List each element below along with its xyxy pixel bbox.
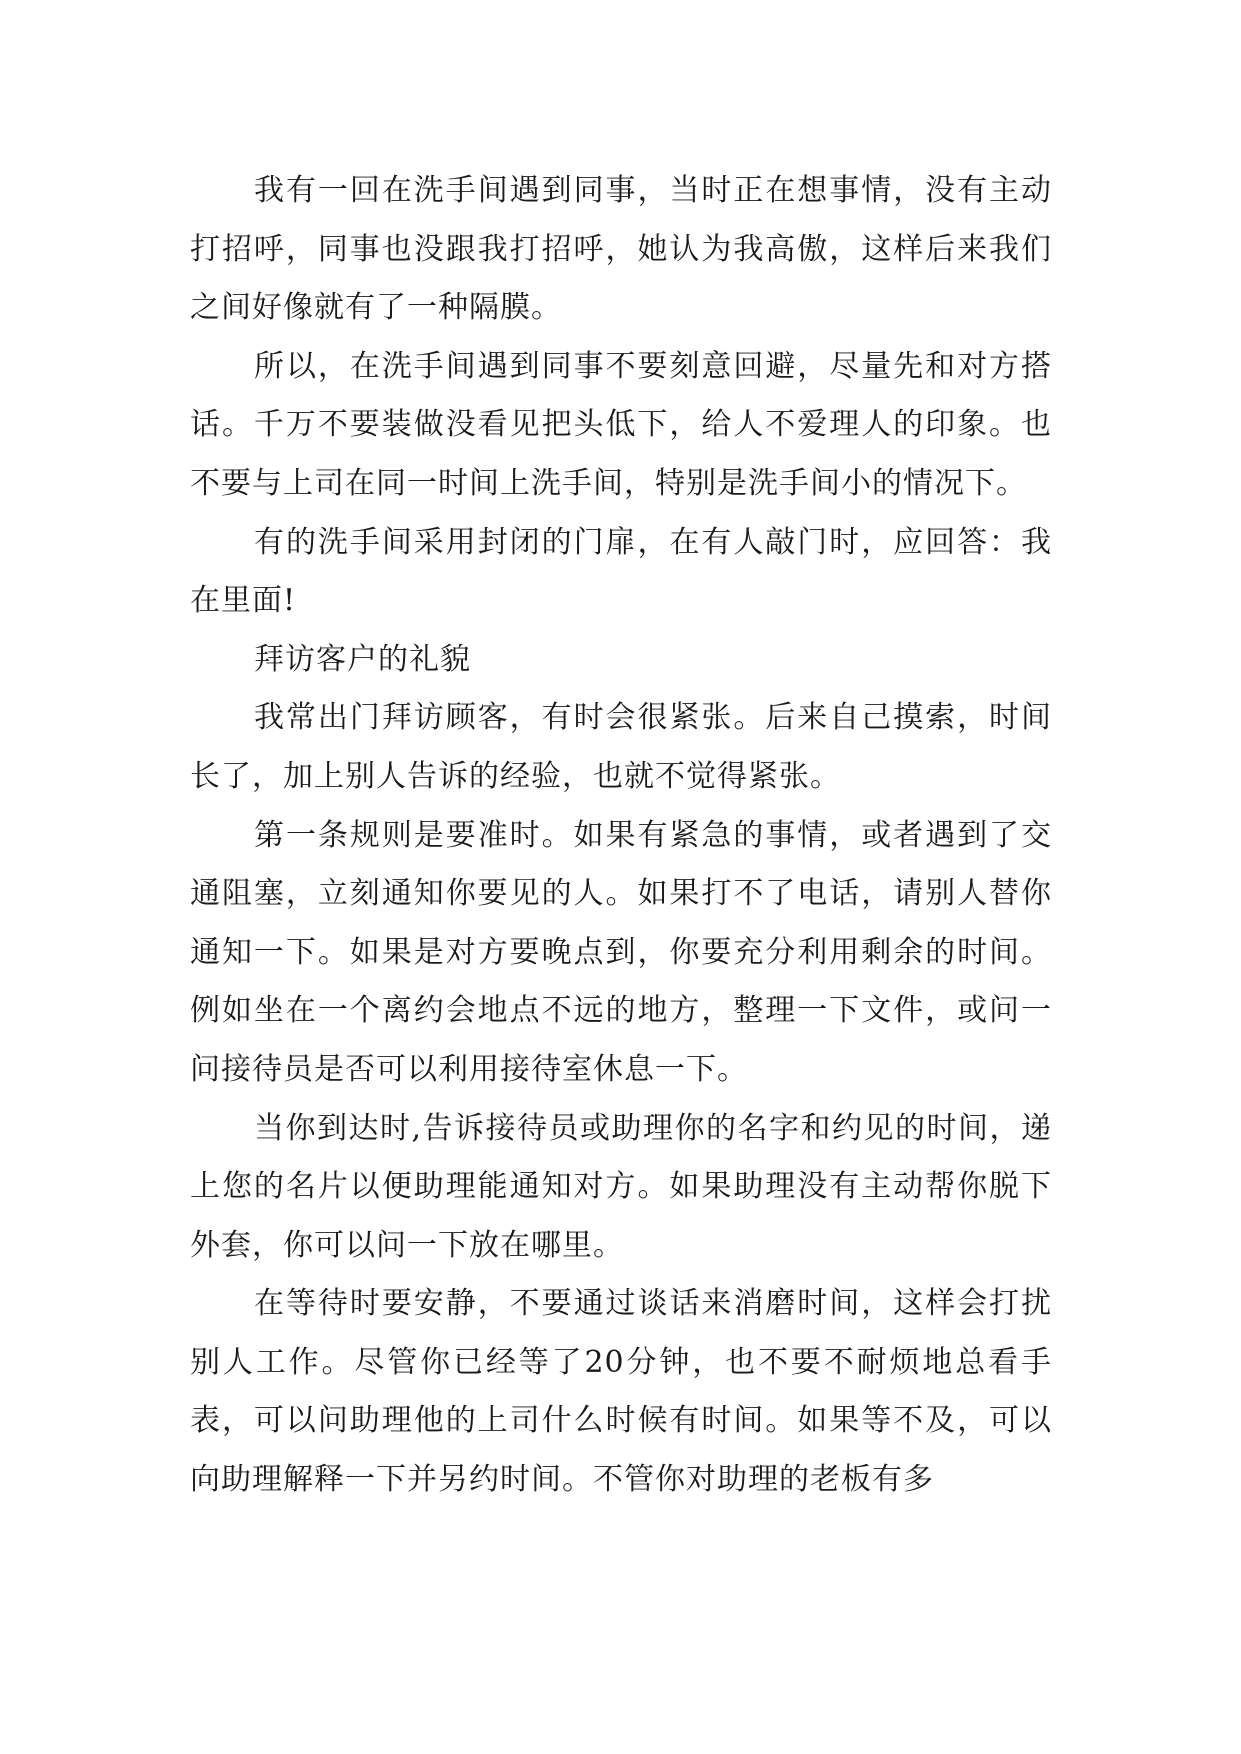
paragraph: 我常出门拜访顾客，有时会很紧张。后来自己摸索，时间长了，加上别人告诉的经验，也就不觉得紧张。 (190, 700, 1052, 794)
paragraph: 我有一回在洗手间遇到同事，当时正在想事情，没有主动打招呼，同事也没跟我打招呼，她认为我高傲，这样后来我们之间好像就有了一种隔膜。 (190, 173, 1052, 326)
paragraph: 所以，在洗手间遇到同事不要刻意回避，尽量先和对方搭话。千万不要装做没看见把头低下，给人不爱理人的印象。也不要与上司在同一时间上洗手间，特别是洗手间小的情况下。 (190, 348, 1052, 501)
paragraph: 当你到达时,告诉接待员或助理你的名字和约见的时间，递上您的名片以便助理能通知对方。如果助理没有主动帮你脱下外套，你可以问一下放在哪里。 (190, 1110, 1052, 1263)
paragraph: 在等待时要安静，不要通过谈话来消磨时间，这样会打扰别人工作。尽管你已经等了20分钟，也不要不耐烦地总看手表，可以问助理他的上司什么时候有时间。如果等不及，可以向助理解释一下并另约时间。不管你对助理的老板有多 (190, 1286, 1052, 1498)
document-body (190, 162, 1052, 1510)
section-heading: 拜访客户的礼貌 (254, 641, 471, 677)
paragraph: 第一条规则是要准时。如果有紧急的事情，或者遇到了交通阻塞，立刻通知你要见的人。如果打不了电话，请别人替你通知一下。如果是对方要晚点到，你要充分利用剩余的时间。例如坐在一个离约会地点不远的地方，整理一下文件，或问一问接待员是否可以利用接待室休息一下。 (190, 817, 1052, 1087)
paragraph: 有的洗手间采用封闭的门扉，在有人敲门时，应回答：我在里面! (190, 524, 1052, 619)
